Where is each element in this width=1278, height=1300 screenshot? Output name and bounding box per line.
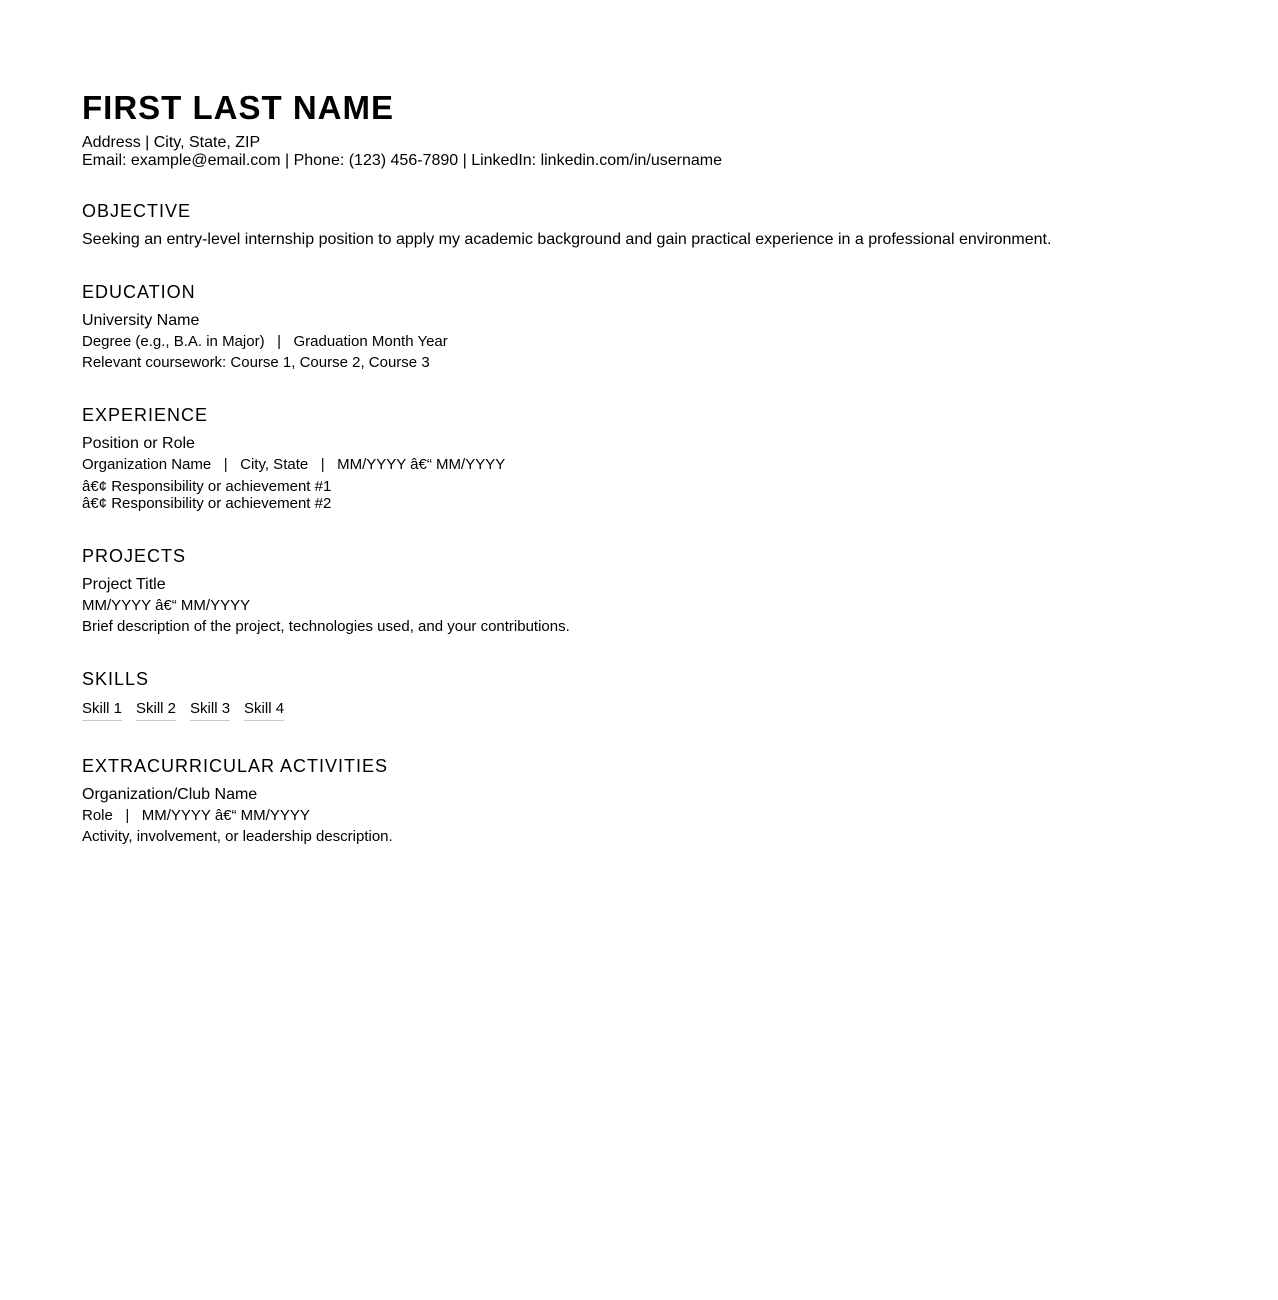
- extracurricular-org: Organization/Club Name: [82, 786, 258, 803]
- extracurricular-description: Activity, involvement, or leadership description.: [82, 828, 393, 845]
- section-title-skills: SKILLS: [82, 669, 150, 689]
- contact-line: Email: example@email.com | Phone: (123) 456-7890 | LinkedIn: linkedin.com/in/username: [82, 152, 722, 169]
- section-title-experience: EXPERIENCE: [82, 405, 209, 425]
- section-title-projects: PROJECTS: [82, 546, 187, 566]
- skills-list: [82, 700, 1232, 721]
- candidate-name: FIRST LAST NAME: [82, 89, 394, 126]
- skills-section: [82, 668, 1232, 721]
- projects-section: [82, 545, 1232, 637]
- resume-document: [82, 88, 1232, 847]
- section-title-education: EDUCATION: [82, 282, 196, 302]
- section-title-extracurricular: EXTRACURRICULAR ACTIVITIES: [82, 756, 389, 776]
- extracurricular-role-line: Role | MM/YYYY â€“ MM/YYYY: [82, 807, 310, 824]
- education-section: [82, 281, 1232, 373]
- experience-org-line: Organization Name | City, State | MM/YYYY â€“ MM/YYYY: [82, 456, 506, 473]
- skill-tag: Skill 4: [244, 700, 284, 721]
- extracurricular-section: [82, 755, 1232, 847]
- section-title-objective: OBJECTIVE: [82, 201, 192, 221]
- experience-bullet: â€¢ Responsibility or achievement #1: [82, 478, 332, 495]
- education-coursework: Relevant coursework: Course 1, Course 2, Course 3: [82, 354, 430, 371]
- education-school: University Name: [82, 312, 200, 329]
- project-description: Brief description of the project, technologies used, and your contributions.: [82, 618, 570, 635]
- objective-text: Seeking an entry-level internship position to apply my academic background and gain practical experience in a professional environment.: [82, 231, 1052, 248]
- education-degree-line: Degree (e.g., B.A. in Major) | Graduation Month Year: [82, 333, 448, 350]
- skill-tag: Skill 3: [190, 700, 230, 721]
- project-title: Project Title: [82, 576, 166, 593]
- experience-role: Position or Role: [82, 435, 195, 452]
- skill-tag: Skill 1: [82, 700, 122, 721]
- experience-section: [82, 404, 1232, 512]
- experience-bullet: â€¢ Responsibility or achievement #2: [82, 495, 332, 512]
- address-line: Address | City, State, ZIP: [82, 134, 261, 151]
- project-dates: MM/YYYY â€“ MM/YYYY: [82, 597, 251, 614]
- skill-tag: Skill 2: [136, 700, 176, 721]
- objective-section: [82, 200, 1232, 250]
